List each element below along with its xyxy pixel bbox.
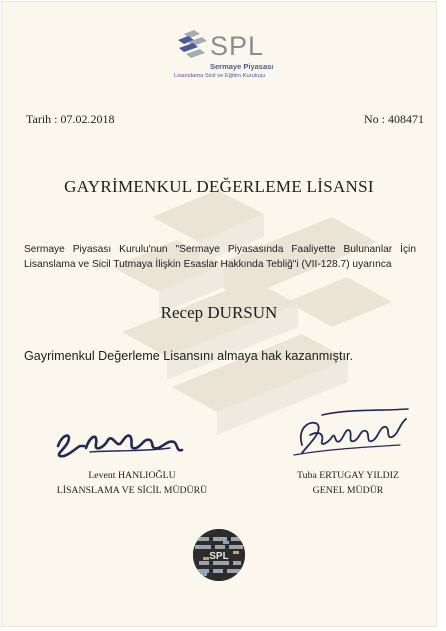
legal-basis-text: Sermaye Piyasası Kurulu'nun "Sermaye Piyasasında Faaliyette Bulunanlar İçin Lisanslama ve Sicil Tutmaya İlişkin Esaslar Hakkında Tebliğ"i (VII-128.7) uyarınca <box>24 244 416 270</box>
signatory-right-title: GENEL MÜDÜR <box>312 484 384 496</box>
signatory-left-name: Levent HANLIOĞLU <box>88 470 176 481</box>
signature-left-icon <box>50 422 200 462</box>
license-number: No : 408471 <box>364 112 424 126</box>
hologram-text: SPL <box>209 551 229 562</box>
certificate <box>2 2 436 626</box>
hologram-pattern-icon <box>193 529 245 581</box>
hologram-seal <box>193 529 245 581</box>
spl-logo-mark-icon <box>174 30 208 66</box>
recipient-name: Recep DURSUN <box>160 303 278 322</box>
certificate-title: GAYRİMENKUL DEĞERLEME LİSANSI <box>64 177 374 196</box>
signatory-left-title: LİSANSLAMA VE SİCİL MÜDÜRÜ <box>56 484 208 496</box>
logo-subtitle-secondary: Lisanslama Sicil ve Eğitim Kuruluşu <box>174 73 266 79</box>
signatory-right <box>278 469 418 498</box>
issue-date: Tarih : 07.02.2018 <box>26 112 115 126</box>
signature-right-icon <box>288 405 412 461</box>
logo-subtitle: Sermaye Piyasası <box>210 62 274 71</box>
logo-text: SPL <box>210 31 265 61</box>
award-statement: Gayrimenkul Değerleme Lisansını almaya hak kazanmıştır. <box>24 349 353 363</box>
spl-logo <box>174 30 284 80</box>
signatory-left <box>34 469 230 498</box>
signatory-right-name: Tuba ERTUGAY YILDIZ <box>297 470 399 481</box>
